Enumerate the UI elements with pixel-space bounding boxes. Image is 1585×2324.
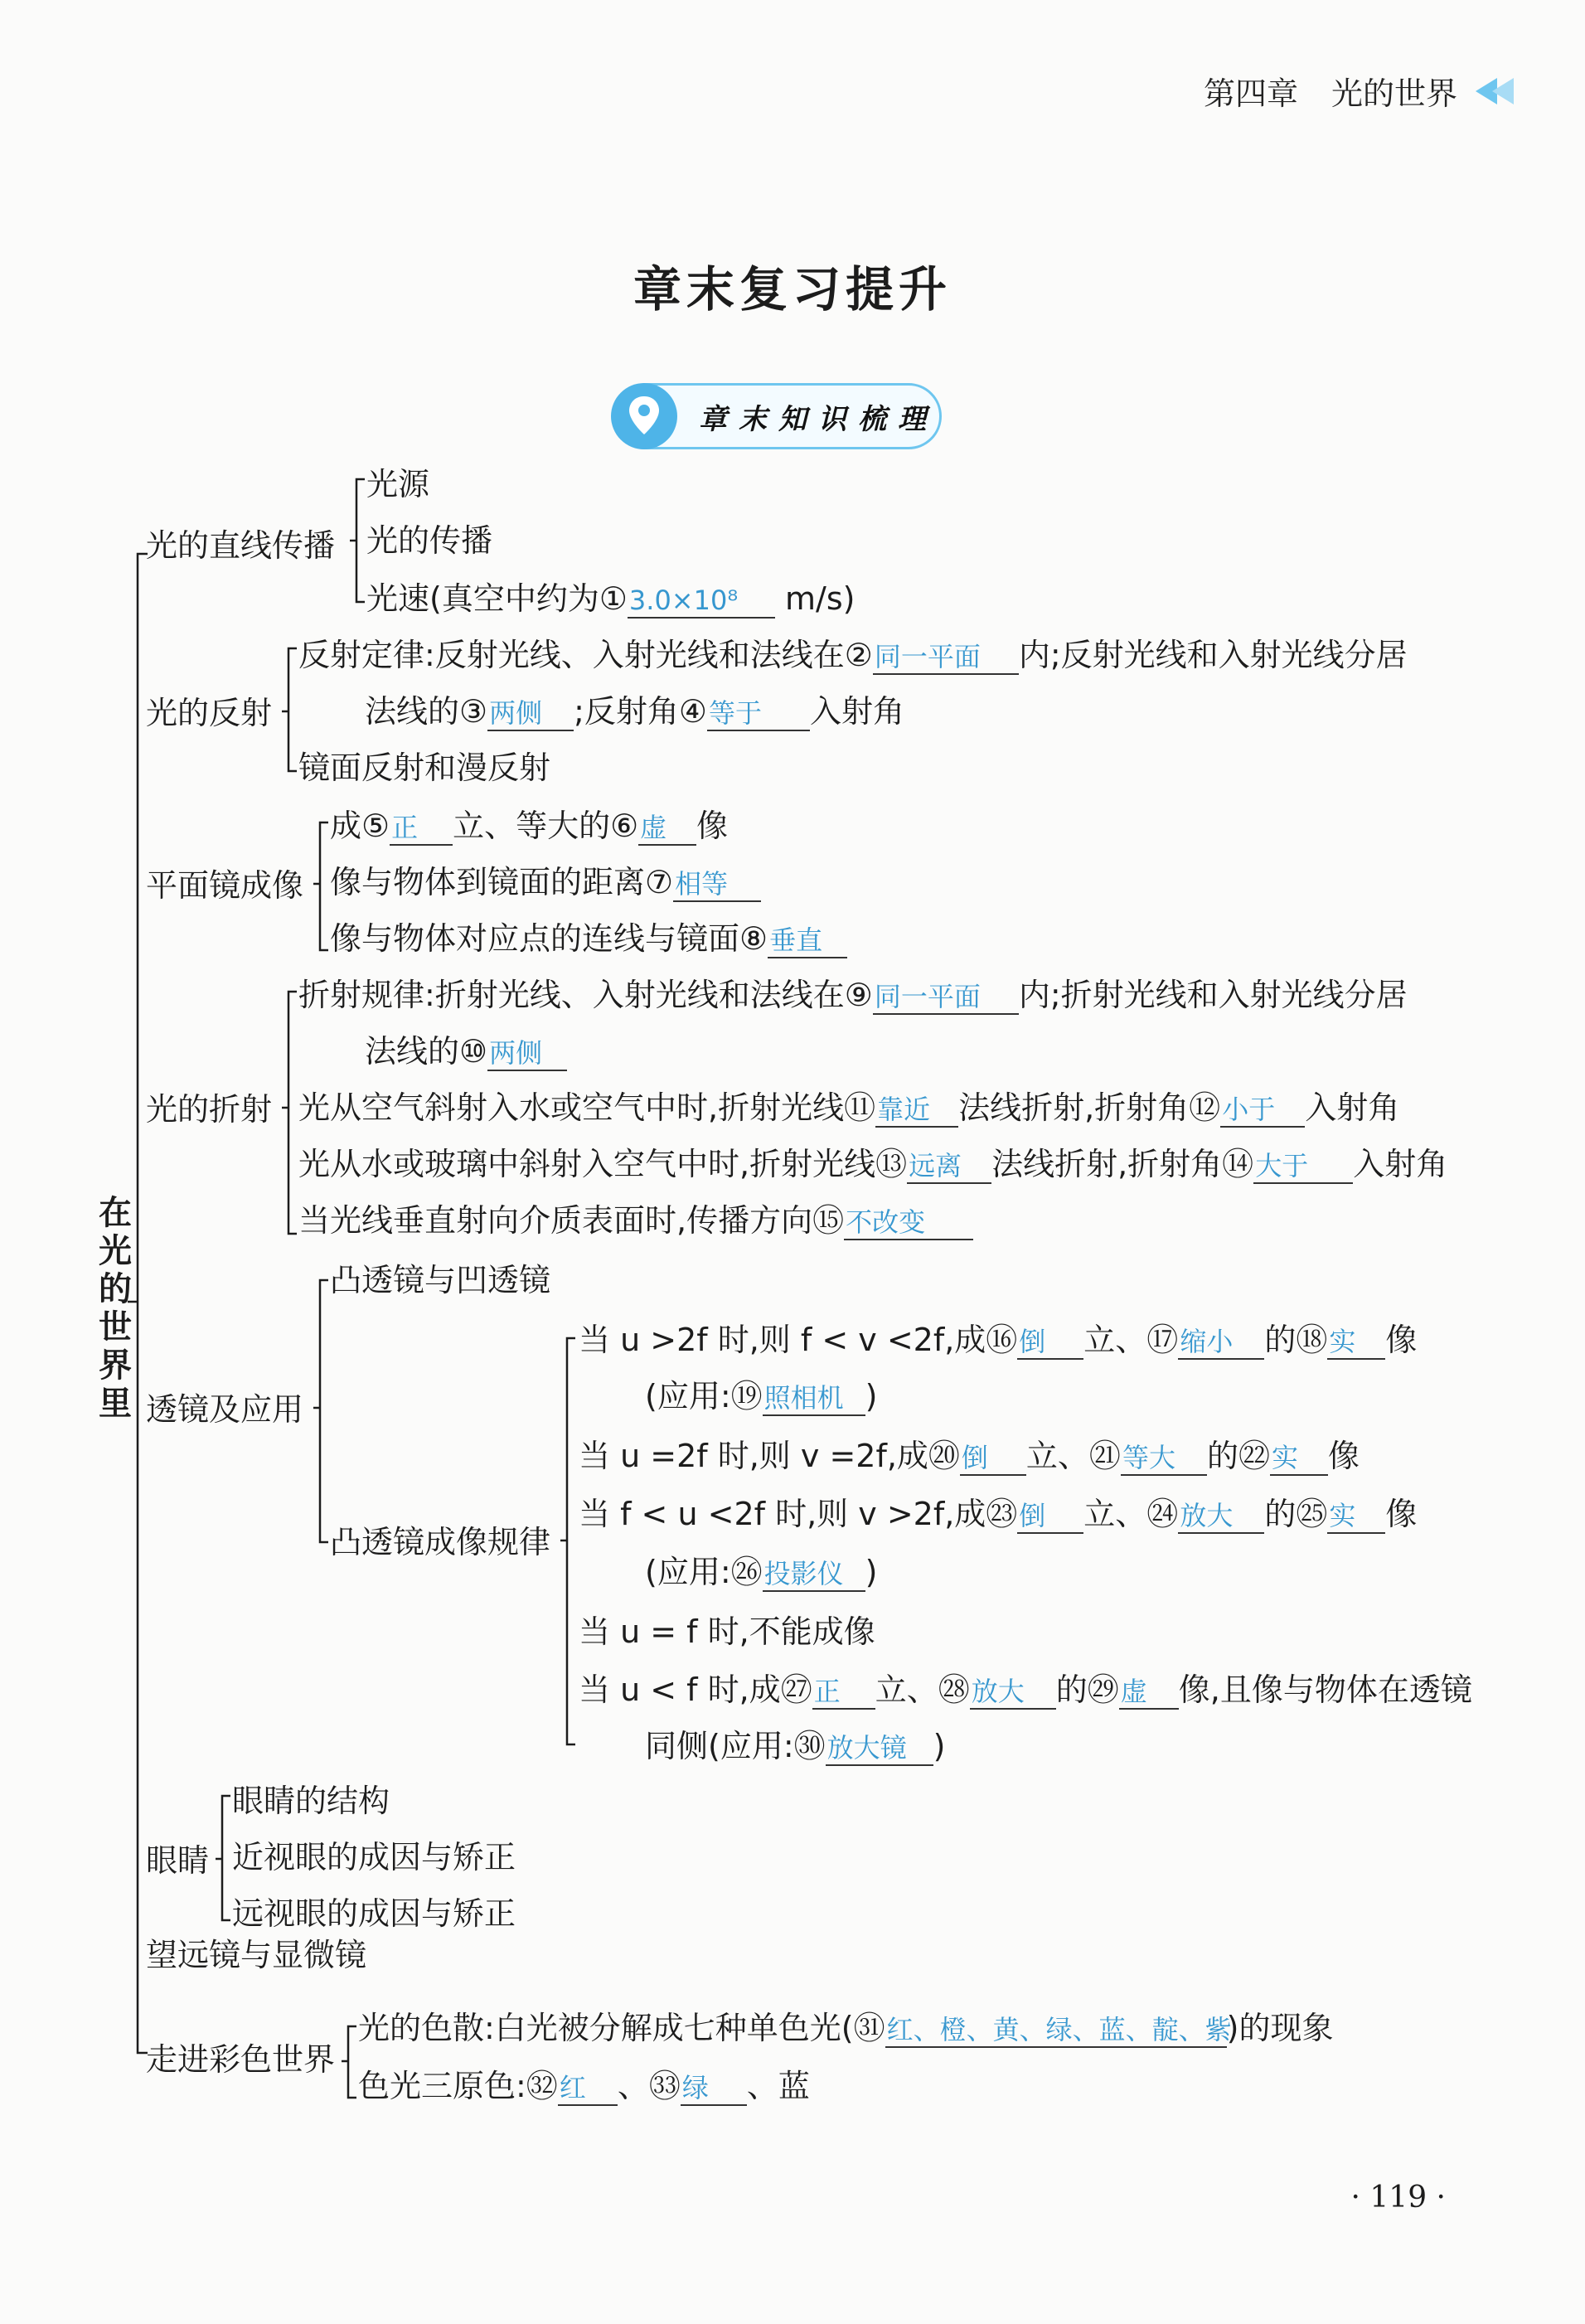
answer-18: 实 (1327, 1325, 1385, 1360)
item-convex-concave: 凸透镜与凹透镜 (330, 1262, 551, 1298)
answer-23: 倒 (1017, 1499, 1083, 1534)
item-refraction-law: 折射规律:折射光线、入射光线和法线在⑨同一平面 内;折射光线和入射光线分居 (298, 977, 1408, 1013)
rule-case-2: 当 u =2f 时,则 v =2f,成⑳倒 立、㉑等大 的㉒实 像 (579, 1438, 1360, 1474)
answer-25: 实 (1327, 1499, 1385, 1534)
rule-case-1-application: (应用:⑲照相机 ) (645, 1378, 878, 1414)
rule-case-4: 当 u = f 时,不能成像 (579, 1613, 875, 1650)
page-number: · 119 · (1350, 2181, 1446, 2215)
rule-case-3: 当 f < u <2f 时,则 v >2f,成㉓倒 立、㉔放大 的㉕实 像 (579, 1496, 1418, 1532)
answer-7: 相等 (673, 867, 761, 902)
answer-9: 同一平面 (873, 980, 1019, 1015)
item-plane-mirror-2: 像与物体到镜面的距离⑦相等 (330, 862, 761, 902)
answer-17: 缩小 (1178, 1325, 1264, 1360)
topic-refraction: 光的折射 (146, 1091, 273, 1128)
answer-33: 绿 (681, 2071, 747, 2106)
item-reflection-law-2: 法线的③两侧 ;反射角④等于 入射角 (365, 693, 904, 730)
root-topic: 在光的世界里 (99, 1194, 132, 1423)
answer-22: 实 (1270, 1441, 1328, 1476)
answer-32: 红 (558, 2071, 618, 2106)
answer-8: 垂直 (768, 924, 847, 958)
topic-plane-mirror: 平面镜成像 (146, 867, 304, 904)
answer-30: 放大镜 (826, 1731, 933, 1766)
answer-5: 正 (390, 811, 453, 846)
topic-lens: 透镜及应用 (146, 1391, 304, 1428)
item-myopia: 近视眼的成因与矫正 (232, 1839, 516, 1875)
answer-1: 3.0×10⁸ (628, 584, 775, 619)
topic-straight-propagation: 光的直线传播 (146, 527, 336, 564)
item-hyperopia: 远视眼的成因与矫正 (232, 1895, 516, 1932)
topic-reflection: 光的反射 (146, 695, 273, 731)
item-eye-structure: 眼睛的结构 (232, 1783, 390, 1819)
rule-case-3-application: (应用:㉖投影仪 ) (645, 1554, 878, 1590)
answer-12: 小于 (1220, 1093, 1305, 1128)
item-light-source: 光源 (366, 466, 430, 502)
answer-21: 等大 (1121, 1441, 1207, 1476)
item-air-to-water: 光从空气斜射入水或空气中时,折射光线⑪靠近 法线折射,折射角⑫小于 入射角 (298, 1089, 1400, 1126)
item-convex-rule: 凸透镜成像规律 (330, 1524, 551, 1560)
page-title: 章末复习提升 (633, 261, 952, 318)
answer-2: 同一平面 (873, 640, 1019, 675)
answer-19: 照相机 (763, 1381, 865, 1416)
item-water-to-air: 光从水或玻璃中斜射入空气中时,折射光线⑬远离 法线折射,折射角⑭大于 入射角 (298, 1146, 1448, 1182)
answer-28: 放大 (970, 1675, 1056, 1710)
rule-case-5-application: 同侧(应用:㉚放大镜 ) (645, 1728, 946, 1764)
answer-14: 大于 (1253, 1149, 1353, 1184)
item-refraction-law-2: 法线的⑩两侧 (365, 1031, 567, 1071)
answer-4: 等于 (707, 696, 810, 731)
banner-title: 章末知识梳理 (699, 402, 938, 436)
answer-31: 红、橙、黄、绿、蓝、靛、紫 (885, 2013, 1227, 2048)
answer-27: 正 (812, 1675, 875, 1710)
answer-13: 远离 (907, 1149, 991, 1184)
section-label: 光的世界 (1331, 75, 1457, 112)
rule-case-5: 当 u < f 时,成㉗正 立、㉘放大 的㉙虚 像,且像与物体在透镜 (579, 1671, 1472, 1708)
answer-24: 放大 (1178, 1499, 1264, 1534)
item-light-speed: 光速(真空中约为①3.0×10⁸ m/s) (366, 580, 856, 617)
answer-20: 倒 (960, 1441, 1026, 1476)
rule-case-1: 当 u >2f 时,则 f < v <2f,成⑯倒 立、⑰缩小 的⑱实 像 (579, 1322, 1418, 1358)
answer-10: 两侧 (487, 1036, 567, 1071)
chapter-label: 第四章 (1203, 75, 1298, 112)
item-propagation: 光的传播 (366, 522, 493, 559)
item-perpendicular: 当光线垂直射向介质表面时,传播方向⑮不改变 (298, 1201, 973, 1240)
answer-29: 虚 (1119, 1675, 1179, 1710)
item-plane-mirror-3: 像与物体对应点的连线与镜面⑧垂直 (330, 919, 847, 958)
item-specular-diffuse: 镜面反射和漫反射 (298, 750, 551, 786)
answer-3: 两侧 (487, 696, 574, 731)
topic-color: 走进彩色世界 (146, 2041, 336, 2078)
topic-telescope: 望远镜与显微镜 (146, 1937, 367, 1973)
item-plane-mirror-1: 成⑤正 立、等大的⑥虚 像 (330, 808, 729, 844)
answer-15: 不改变 (844, 1206, 973, 1240)
item-primary-colors: 色光三原色:㉜红 、㉝绿 、蓝 (358, 2068, 810, 2104)
answer-6: 虚 (638, 811, 696, 846)
answer-11: 靠近 (875, 1093, 958, 1128)
topic-eye: 眼睛 (146, 1842, 210, 1879)
answer-16: 倒 (1017, 1325, 1083, 1360)
answer-26: 投影仪 (763, 1557, 865, 1592)
item-reflection-law: 反射定律:反射光线、入射光线和法线在②同一平面 内;反射光线和入射光线分居 (298, 637, 1408, 673)
item-dispersion: 光的色散:白光被分解成七种单色光(㉛红、橙、黄、绿、蓝、靛、紫)的现象 (358, 2010, 1334, 2046)
